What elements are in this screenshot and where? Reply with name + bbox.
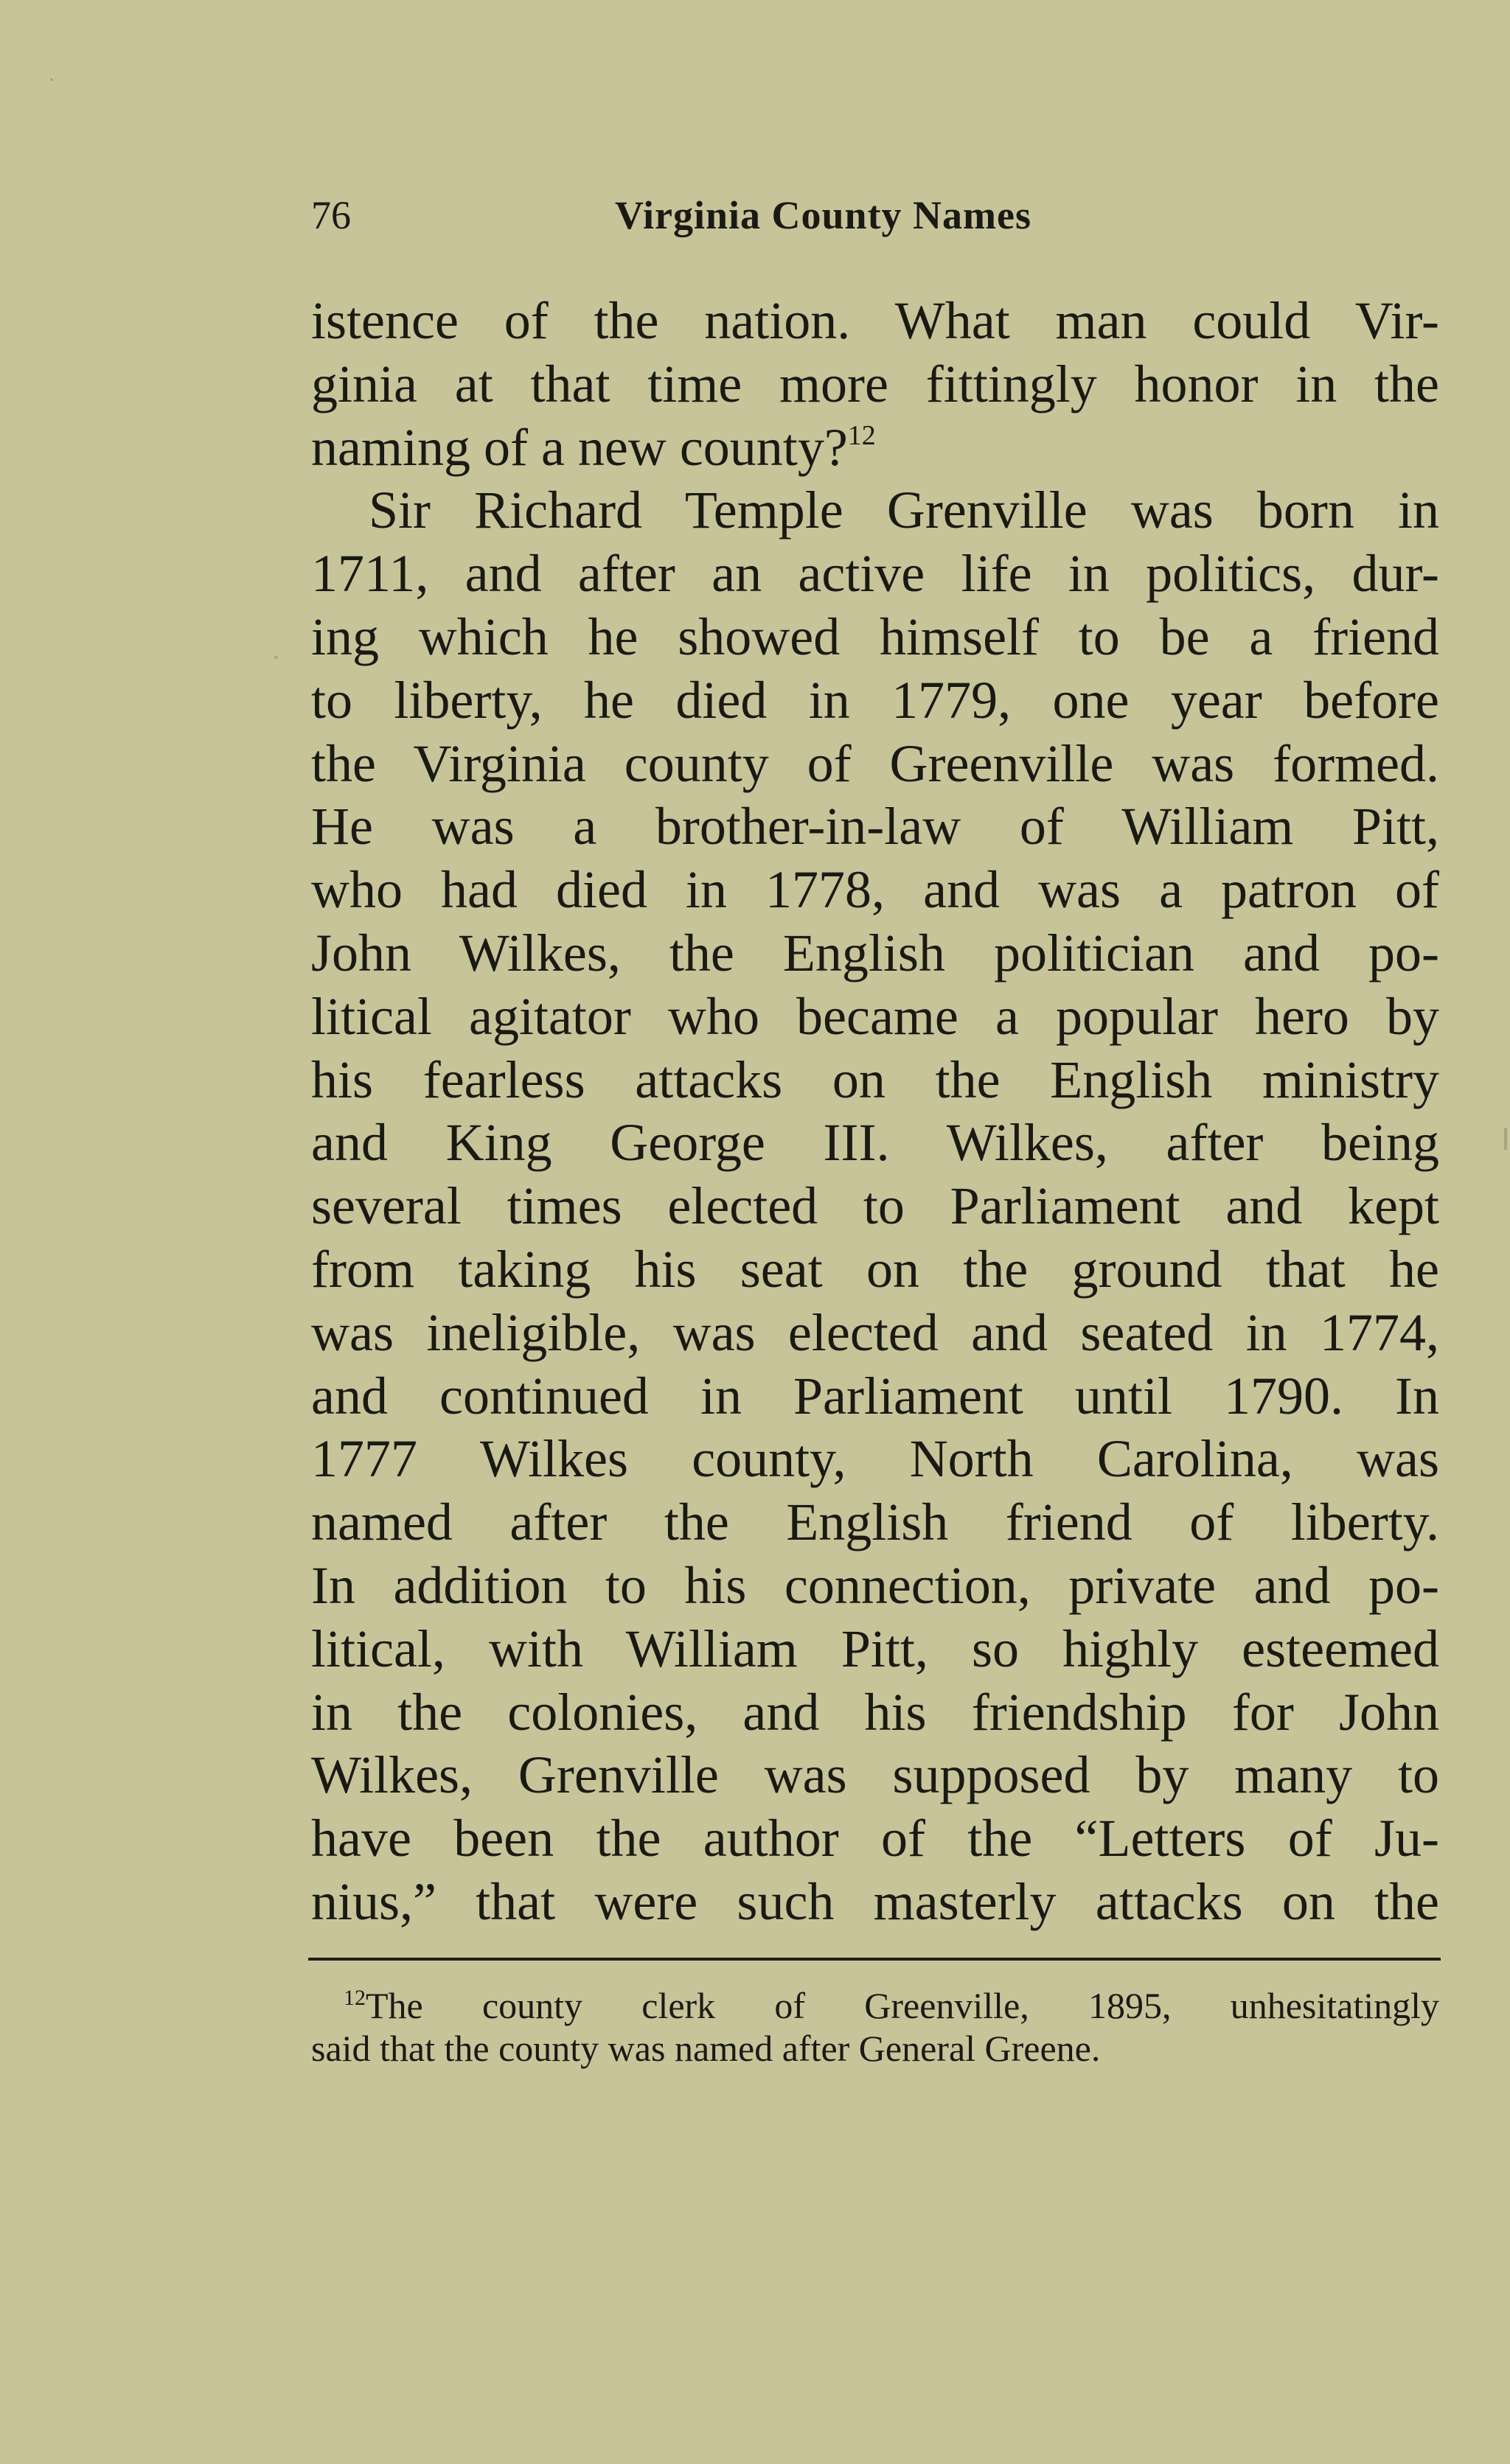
footnote <box>311 1984 1439 2070</box>
body-line: ing which he showed himself to be a friend <box>311 607 1439 666</box>
body-line: was ineligible, was elected and seated in 1774, <box>311 1302 1439 1362</box>
body-line: istence of the nation. What man could Vir- <box>311 291 1439 350</box>
body-line: named after the English friend of liberty. <box>311 1493 1439 1552</box>
body-line: 1711, and after an active life in politics, dur- <box>311 544 1439 604</box>
scan-speck <box>50 78 53 81</box>
body-line <box>311 416 1439 480</box>
running-title: Virginia County Names <box>615 193 1032 237</box>
body-line: ginia at that time more fittingly honor in the <box>311 354 1439 413</box>
footnote-line: said that the county was named after General Greene. <box>311 2028 1101 2069</box>
body-line: 1777 Wilkes county, North Carolina, was <box>311 1429 1439 1489</box>
body-line: his fearless attacks on the English ministry <box>311 1050 1439 1109</box>
body-line: Sir Richard Temple Grenville was born in <box>369 481 1439 540</box>
body-line: nius,” that were such masterly attacks on the <box>311 1871 1439 1931</box>
scan-speck <box>274 656 278 659</box>
footnote-reference: 12 <box>847 419 876 451</box>
body-line: have been the author of the “Letters of Ju- <box>311 1809 1439 1868</box>
body-line: to liberty, he died in 1779, one year before <box>311 670 1439 730</box>
body-line-text: naming of a new county? <box>311 417 848 477</box>
scan-speck <box>1504 1128 1507 1150</box>
body-line: litical, with William Pitt, so highly esteemed <box>311 1619 1439 1678</box>
body-line: and King George III. Wilkes, after being <box>311 1113 1439 1173</box>
page-number: 76 <box>311 193 351 237</box>
running-head <box>311 186 1439 245</box>
body-line: and continued in Parliament until 1790. In <box>311 1366 1439 1425</box>
body-line: Wilkes, Grenville was supposed by many to <box>311 1745 1439 1805</box>
body-text <box>311 290 1439 1934</box>
body-line: In addition to his connection, private and po- <box>311 1555 1439 1615</box>
footnote-marker: 12 <box>344 1986 366 2010</box>
body-line: He was a brother-in-law of William Pitt, <box>311 797 1439 856</box>
body-line: in the colonies, and his friendship for John <box>311 1682 1439 1742</box>
footnote-line <box>311 1984 1439 2027</box>
body-line: John Wilkes, the English politician and po- <box>311 923 1439 983</box>
body-line: several times elected to Parliament and kept <box>311 1176 1439 1236</box>
body-line: who had died in 1778, and was a patron of <box>311 860 1439 920</box>
footnote-line-text: The county clerk of Greenville, 1895, unhesitatingly <box>366 1985 1439 2026</box>
body-line: litical agitator who became a popular hero by <box>311 986 1439 1046</box>
footnote-divider <box>308 1958 1441 1961</box>
body-line: the Virginia county of Greenville was formed. <box>311 733 1439 793</box>
body-line: from taking his seat on the ground that he <box>311 1239 1439 1299</box>
